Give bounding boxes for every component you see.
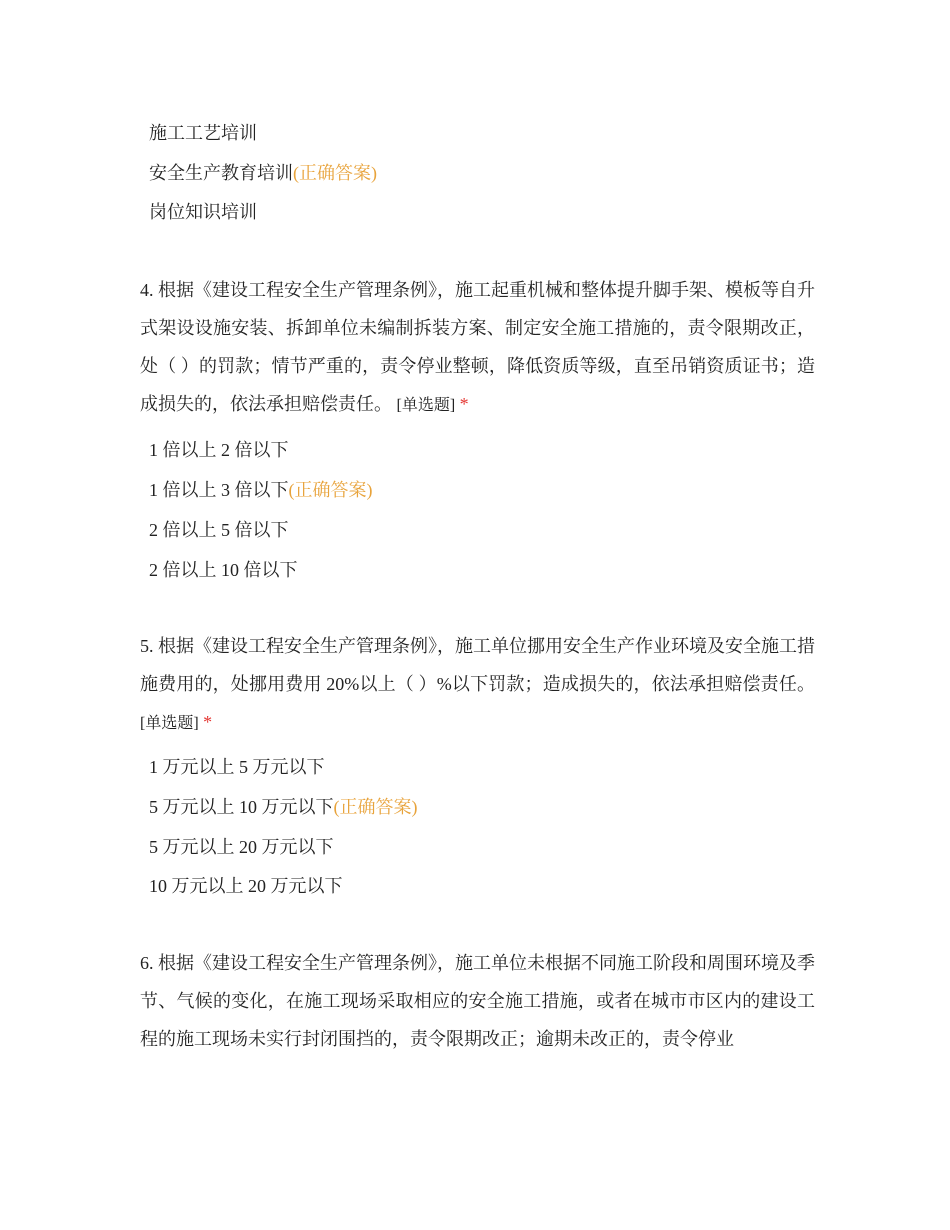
option-label: 2 倍以上 10 倍以下	[149, 560, 298, 580]
option-item	[149, 795, 418, 819]
option-item	[149, 121, 257, 145]
correct-answer-marker: (正确答案)	[293, 163, 377, 183]
option-label: 5 万元以上 10 万元以下	[149, 797, 334, 817]
option-label: 2 倍以上 5 倍以下	[149, 520, 289, 540]
option-item	[149, 558, 298, 582]
required-marker: *	[459, 394, 469, 414]
option-item	[149, 200, 257, 224]
question-5	[140, 627, 815, 743]
option-label: 岗位知识培训	[149, 202, 257, 222]
option-label: 5 万元以上 20 万元以下	[149, 837, 334, 857]
option-label: 1 倍以上 3 倍以下	[149, 480, 289, 500]
option-label: 1 倍以上 2 倍以下	[149, 440, 289, 460]
option-item	[149, 478, 373, 502]
question-6	[140, 944, 815, 1058]
required-marker: *	[203, 712, 213, 732]
option-label: 施工工艺培训	[149, 123, 257, 143]
question-type-tag: [单选题]	[396, 397, 456, 414]
question-4	[140, 271, 815, 425]
correct-answer-marker: (正确答案)	[333, 797, 418, 817]
option-label: 1 万元以上 5 万元以下	[149, 757, 325, 777]
option-item	[149, 755, 325, 779]
option-label: 安全生产教育培训	[149, 163, 293, 183]
question-text: 6. 根据《建设工程安全生产管理条例》，施工单位未根据不同施工阶段和周围环境及季节、气候的变化，在施工现场采取相应的安全施工措施，或者在城市市区内的建设工程的施工现场未实行封闭围挡的，责令限期改正；逾期未改正的，责令停业	[140, 953, 815, 1049]
question-text: 4. 根据《建设工程安全生产管理条例》，施工起重机械和整体提升脚手架、模板等自升式架设设施安装、拆卸单位未编制拆装方案、制定安全施工措施的，责令限期改正，处（ ）的罚款；情节严重的，责令停业整顿，降低资质等级，直至吊销资质证书；造成损失的，依法承担赔偿责任。	[140, 280, 815, 414]
correct-answer-marker: (正确答案)	[288, 480, 373, 500]
option-item	[149, 161, 377, 185]
question-text: 5. 根据《建设工程安全生产管理条例》，施工单位挪用安全生产作业环境及安全施工措施费用的，处挪用费用 20%以上（ ）%以下罚款；造成损失的，依法承担赔偿责任。	[140, 636, 815, 694]
question-type-tag: [单选题]	[140, 715, 199, 732]
option-item	[149, 438, 289, 462]
option-item	[149, 835, 334, 859]
option-item	[149, 874, 343, 898]
option-item	[149, 518, 289, 542]
option-label: 10 万元以上 20 万元以下	[149, 876, 343, 896]
